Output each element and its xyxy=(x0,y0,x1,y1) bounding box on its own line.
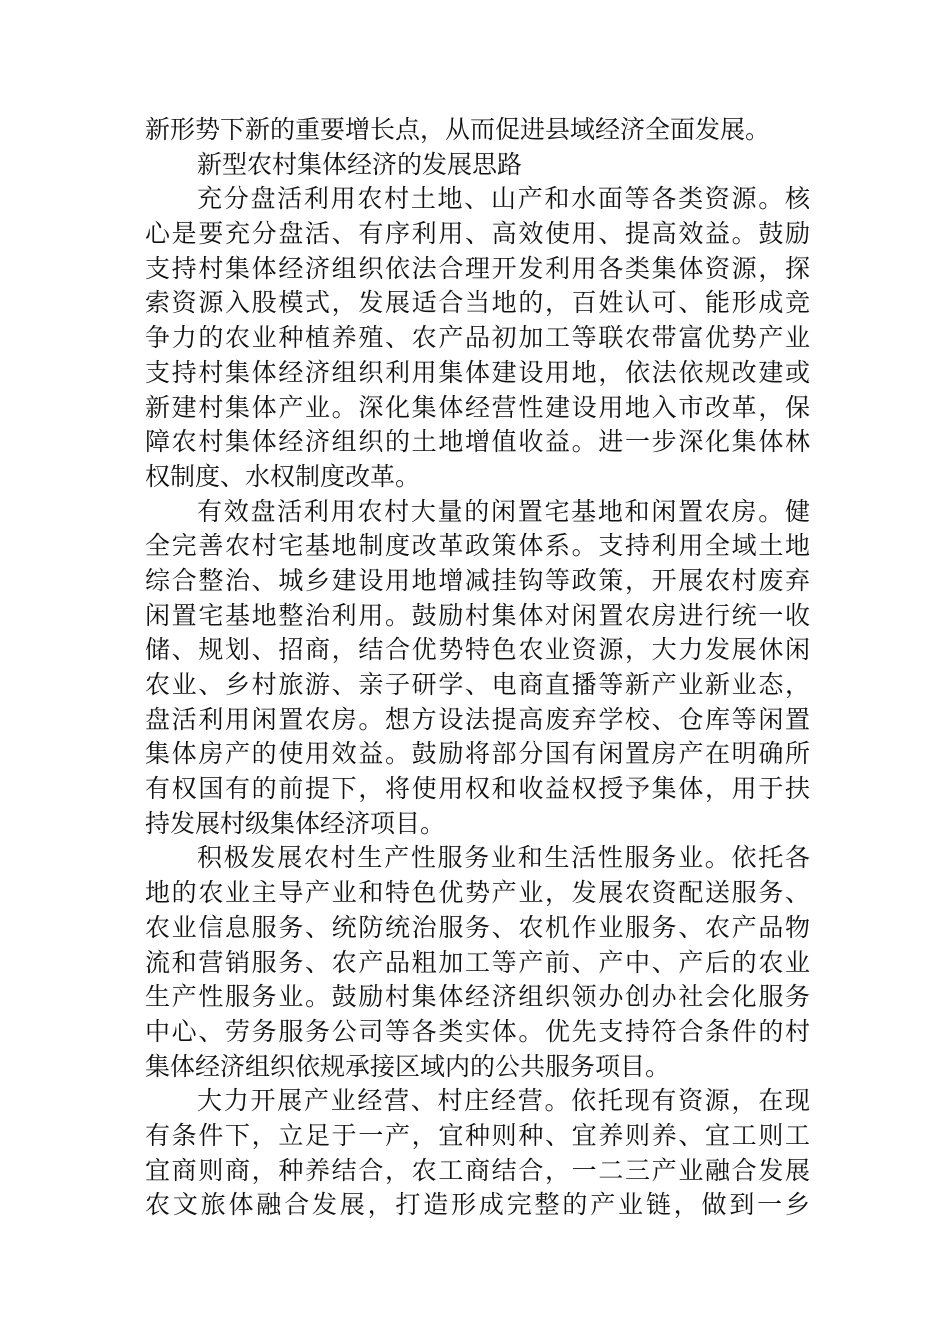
text-line: 生产性服务业。鼓励村集体经济组织领办创办社会化服务 xyxy=(145,982,810,1012)
text-line: 宜商则商，种养结合，农工商结合，一二三产业融合发展 xyxy=(145,1155,810,1185)
text-line: 争力的农业种植养殖、农产品初加工等联农带富优势产业 xyxy=(145,323,810,353)
text-line: 有权国有的前提下，将使用权和收益权授予集体，用于扶 xyxy=(145,774,810,804)
text-line: 有效盘活利用农村大量的闲置宅基地和闲置农房。健 xyxy=(197,496,810,526)
text-line: 储、规划、招商，结合优势特色农业资源，大力发展休闲 xyxy=(145,635,810,665)
text-line: 地的农业主导产业和特色优势产业，发展农资配送服务、 xyxy=(145,878,810,908)
text-line: 闲置宅基地整治利用。鼓励村集体对闲置农房进行统一收 xyxy=(145,600,810,630)
text-line: 集体房产的使用效益。鼓励将部分国有闲置房产在明确所 xyxy=(145,739,810,769)
text-line: 新形势下新的重要增长点，从而促进县域经济全面发展。 xyxy=(145,115,771,144)
text-line: 大力开展产业经营、村庄经营。依托现有资源，在现 xyxy=(197,1086,810,1116)
text-line: 全完善农村宅基地制度改革政策体系。支持利用全域土地 xyxy=(145,531,810,561)
text-line: 持发展村级集体经济项目。 xyxy=(145,808,446,838)
text-line: 农文旅体融合发展，打造形成完整的产业链，做到一乡 xyxy=(145,1190,810,1220)
text-line: 农业信息服务、统防统治服务、农机作业服务、农产品物 xyxy=(145,912,810,942)
text-line: 集体经济组织依规承接区域内的公共服务项目。 xyxy=(145,1051,671,1081)
text-line: 中心、劳务服务公司等各类实体。优先支持符合条件的村 xyxy=(145,1016,810,1046)
text-line: 充分盘活利用农村土地、山产和水面等各类资源。核 xyxy=(197,184,810,214)
text-line: 支持村集体经济组织利用集体建设用地，依法依规改建或 xyxy=(145,357,810,387)
text-line: 障农村集体经济组织的土地增值收益。进一步深化集体林 xyxy=(145,427,810,457)
text-line: 支持村集体经济组织依法合理开发利用各类集体资源，探 xyxy=(145,253,810,283)
text-line: 农业、乡村旅游、亲子研学、电商直播等新产业新业态， xyxy=(145,670,810,699)
text-line: 权制度、水权制度改革。 xyxy=(145,461,421,491)
text-line: 新型农村集体经济的发展思路 xyxy=(197,149,523,179)
document-body xyxy=(145,113,810,1223)
text-line: 积极发展农村生产性服务业和生活性服务业。依托各 xyxy=(197,843,810,873)
text-line: 心是要充分盘活、有序利用、高效使用、提高效益。鼓励 xyxy=(145,219,810,249)
text-line: 流和营销服务、农产品粗加工等产前、产中、产后的农业 xyxy=(145,947,810,977)
text-line: 综合整治、城乡建设用地增减挂钩等政策，开展农村废弃 xyxy=(145,565,810,595)
text-line: 盘活利用闲置农房。想方设法提高废弃学校、仓库等闲置 xyxy=(145,704,810,734)
text-line: 有条件下，立足于一产，宜种则种、宜养则养、宜工则工 xyxy=(145,1120,810,1150)
text-line: 新建村集体产业。深化集体经营性建设用地入市改革，保 xyxy=(145,392,810,422)
text-line: 索资源入股模式，发展适合当地的，百姓认可、能形成竞 xyxy=(145,288,810,318)
